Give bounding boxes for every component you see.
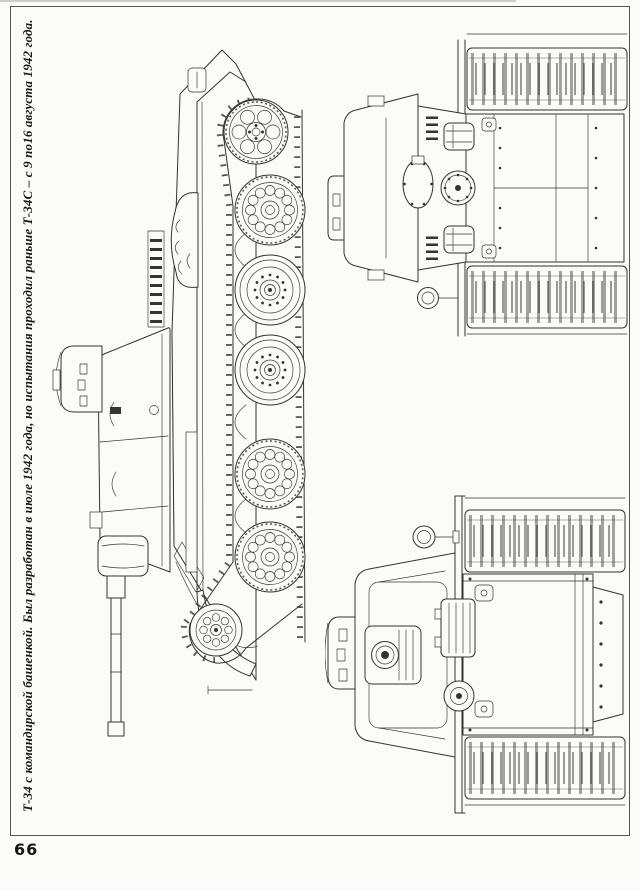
front-right-track xyxy=(465,510,625,572)
rear-view-drawing xyxy=(326,28,631,348)
idler-wheel xyxy=(190,604,242,656)
road-wheel-5 xyxy=(235,175,305,245)
road-wheel-1 xyxy=(235,522,305,592)
commander-cupola-rear xyxy=(328,176,344,240)
periscope xyxy=(90,512,102,528)
commander-cupola-side xyxy=(53,346,102,412)
oval-access-hatch xyxy=(403,160,433,208)
front-view-drawing xyxy=(325,482,635,827)
front-left-track xyxy=(465,737,625,799)
transmission-hatch xyxy=(441,171,475,205)
page-number: 66 xyxy=(14,840,39,859)
side-view-drawing xyxy=(50,42,316,742)
driver-hatch xyxy=(435,599,475,657)
road-wheel-3 xyxy=(235,335,305,405)
gun-barrel xyxy=(98,536,148,736)
fender-stowage-bin xyxy=(186,432,197,572)
figure-caption: Т-34 с командирской башенкой. Был разработан в июле 1942 года, но испытания проходил раньше Т-34С – с 9 по16 августа 1942 года. xyxy=(20,19,35,812)
road-wheel-2 xyxy=(235,439,305,509)
commander-cupola-front xyxy=(325,617,355,689)
rear-lower-hull xyxy=(466,114,624,262)
rear-left-track xyxy=(467,266,627,328)
drive-sprocket xyxy=(224,100,288,164)
headlight xyxy=(413,526,459,548)
mantlet-front xyxy=(365,626,421,684)
rear-light xyxy=(418,288,459,309)
hull-mg-ball xyxy=(444,681,474,711)
rear-right-track xyxy=(467,48,627,110)
road-wheel-4 xyxy=(235,255,305,325)
gun-mantlet xyxy=(98,536,148,576)
